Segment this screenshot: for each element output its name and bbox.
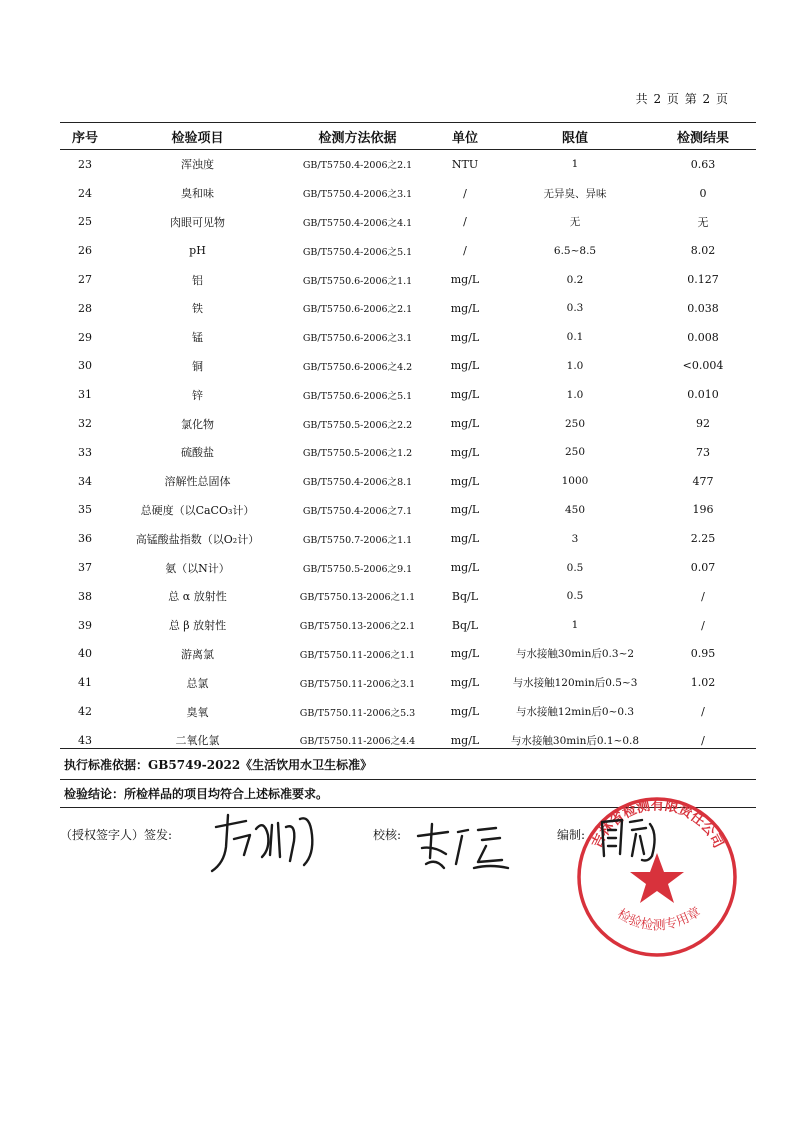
reviewer-signature (412, 818, 512, 876)
row-method: GB/T5750.11-2006之4.4 (299, 736, 416, 748)
row-index: 34 (78, 474, 92, 488)
row-unit: Bq/L (451, 618, 479, 632)
row-limit: 0.2 (566, 273, 584, 286)
row-limit: 与水接触30min后0.1~0.8 (510, 734, 640, 747)
row-unit: mg/L (450, 445, 480, 459)
issuer-label: （授权签字人）签发: (60, 828, 173, 842)
row-method: GB/T5750.5-2006之2.2 (302, 419, 413, 431)
row-limit: 1 (571, 158, 579, 171)
row-item: 铜 (192, 359, 203, 373)
row-index: 27 (78, 273, 92, 287)
row-index: 42 (78, 705, 92, 719)
svg-text:吉林省检测有限责任公司: 吉林省检测有限责任公司 (588, 797, 727, 851)
issuer-signature (206, 805, 326, 877)
row-index: 32 (78, 417, 92, 431)
table-row (60, 496, 756, 525)
row-method: GB/T5750.4-2006之2.1 (302, 160, 413, 172)
row-unit: mg/L (450, 733, 480, 747)
table-row (60, 611, 756, 640)
row-limit: 与水接触30min后0.3~2 (515, 648, 635, 661)
table-row (60, 582, 756, 611)
row-unit: / (463, 186, 467, 200)
row-result: 0.07 (690, 561, 716, 575)
row-item: 高锰酸盐指数（以O₂计） (135, 532, 260, 546)
row-item: pH (189, 244, 206, 258)
table-row (60, 467, 756, 496)
row-result: <0.004 (682, 359, 724, 373)
row-result: 1.02 (690, 676, 716, 690)
table-row (60, 438, 756, 467)
row-method: GB/T5750.11-2006之5.3 (299, 707, 416, 719)
row-method: GB/T5750.6-2006之5.1 (302, 390, 413, 402)
row-method: GB/T5750.5-2006之1.2 (302, 448, 413, 460)
row-item: 锰 (192, 331, 203, 345)
row-index: 37 (78, 561, 92, 575)
row-unit: mg/L (450, 417, 480, 431)
table-row (60, 150, 756, 179)
editor-signature (596, 812, 666, 864)
table-row (60, 697, 756, 726)
conclusion-text: 检验结论：所检样品的项目均符合上述标准要求。 (64, 786, 329, 801)
table-row (60, 208, 756, 237)
row-item: 硫酸盐 (181, 446, 214, 460)
row-limit: 0.1 (566, 331, 584, 344)
row-unit: NTU (451, 157, 479, 171)
row-unit: mg/L (450, 388, 480, 402)
row-result: 0.008 (687, 330, 719, 344)
row-result: 0.010 (687, 388, 719, 402)
row-limit: 3 (571, 532, 579, 545)
row-index: 23 (78, 157, 92, 171)
row-unit: mg/L (450, 503, 480, 517)
row-result: 2.25 (690, 532, 716, 546)
row-limit: 与水接触12min后0~0.3 (515, 706, 635, 719)
row-method: GB/T5750.13-2006之2.1 (299, 621, 416, 633)
row-index: 39 (78, 618, 92, 632)
row-method: GB/T5750.4-2006之7.1 (302, 505, 413, 517)
page-indicator: 共 2 页 第 2 页 (635, 92, 729, 106)
row-index: 31 (78, 388, 92, 402)
row-result: 8.02 (690, 244, 716, 258)
row-unit: mg/L (450, 301, 480, 315)
row-method: GB/T5750.7-2006之1.1 (302, 534, 413, 546)
row-limit: 1000 (561, 475, 589, 488)
row-result: 0.63 (690, 157, 716, 171)
table-row (60, 380, 756, 409)
table-row (60, 640, 756, 669)
row-result: 无 (697, 215, 709, 229)
row-limit: 0.5 (566, 561, 584, 574)
row-result: 0.038 (687, 301, 719, 315)
standard-basis-text: 执行标准依据：GB5749-2022《生活饮用水卫生标准》 (64, 757, 373, 772)
row-result: / (701, 589, 705, 603)
row-index: 40 (78, 647, 92, 661)
row-index: 38 (78, 589, 92, 603)
table-row (60, 323, 756, 352)
row-result: 0.95 (690, 647, 716, 661)
row-limit: 0.5 (566, 590, 584, 603)
row-result: 92 (696, 417, 710, 431)
svg-text:检验检测专用章: 检验检测专用章 (614, 904, 704, 934)
row-unit: mg/L (450, 474, 480, 488)
table-header (60, 123, 756, 150)
row-method: GB/T5750.4-2006之3.1 (302, 189, 413, 201)
row-unit: mg/L (450, 359, 480, 373)
row-limit: 1.0 (566, 388, 584, 401)
row-method: GB/T5750.5-2006之9.1 (302, 563, 413, 575)
row-unit: Bq/L (451, 589, 479, 603)
row-index: 26 (78, 244, 92, 258)
row-index: 33 (78, 445, 92, 459)
row-limit: 无 (569, 216, 581, 229)
row-index: 25 (78, 215, 92, 229)
row-item: 臭和味 (181, 187, 214, 201)
table-body (60, 150, 756, 755)
table-row (60, 409, 756, 438)
standard-basis (60, 748, 756, 780)
row-unit: mg/L (450, 647, 480, 661)
results-table (60, 122, 756, 755)
row-method: GB/T5750.4-2006之4.1 (302, 217, 413, 229)
row-index: 24 (78, 186, 92, 200)
row-method: GB/T5750.6-2006之1.1 (302, 275, 413, 287)
header-method: 检测方法依据 (318, 130, 397, 146)
table-row (60, 668, 756, 697)
row-method: GB/T5750.4-2006之5.1 (302, 246, 413, 258)
row-result: / (701, 733, 705, 747)
row-item: 铁 (192, 302, 203, 316)
row-item: 氨（以N计） (165, 561, 230, 575)
row-unit: mg/L (450, 561, 480, 575)
row-limit: 1.0 (566, 359, 584, 372)
row-limit: 与水接触120min后0.5~3 (512, 677, 638, 690)
row-index: 29 (78, 330, 92, 344)
table-row (60, 553, 756, 582)
row-unit: mg/L (450, 676, 480, 690)
row-limit: 250 (564, 417, 586, 430)
row-result: 0.127 (687, 273, 719, 287)
row-item: 二氧化氯 (175, 734, 220, 748)
row-index: 41 (78, 676, 92, 690)
row-item: 氯化物 (181, 417, 214, 431)
row-method: GB/T5750.11-2006之3.1 (299, 678, 416, 690)
row-unit: / (463, 244, 467, 258)
row-index: 28 (78, 301, 92, 315)
table-row (60, 352, 756, 381)
row-method: GB/T5750.13-2006之1.1 (299, 592, 416, 604)
row-result: / (701, 618, 705, 632)
row-item: 总 α 放射性 (168, 590, 227, 604)
row-item: 总氯 (186, 676, 209, 690)
row-index: 43 (78, 733, 92, 747)
row-limit: 250 (564, 446, 586, 459)
row-unit: mg/L (450, 705, 480, 719)
row-index: 35 (78, 503, 92, 517)
row-unit: / (463, 215, 467, 229)
header-unit: 单位 (451, 130, 478, 146)
row-method: GB/T5750.6-2006之4.2 (302, 361, 413, 373)
row-unit: mg/L (450, 330, 480, 344)
row-method: GB/T5750.4-2006之8.1 (302, 477, 413, 489)
row-item: 总 β 放射性 (168, 619, 227, 633)
reviewer-label: 校核: (373, 828, 402, 842)
row-item: 溶解性总固体 (164, 475, 231, 489)
table-row (60, 236, 756, 265)
row-limit: 无异臭、异味 (543, 187, 607, 200)
header-limit: 限值 (561, 130, 588, 146)
table-row (60, 524, 756, 553)
row-result: 0 (699, 186, 707, 200)
row-method: GB/T5750.6-2006之3.1 (302, 333, 413, 345)
row-item: 臭氧 (186, 705, 209, 719)
row-limit: 0.3 (566, 302, 584, 315)
row-index: 36 (78, 532, 92, 546)
header-item: 检验项目 (171, 130, 224, 146)
row-index: 30 (78, 359, 92, 373)
table-row (60, 179, 756, 208)
row-item: 铝 (192, 273, 203, 287)
header-index: 序号 (71, 130, 98, 146)
row-item: 浑浊度 (181, 158, 214, 172)
row-item: 总硬度（以CaCO₃计） (140, 503, 255, 517)
row-item: 游离氯 (181, 647, 214, 661)
row-result: 73 (696, 445, 710, 459)
editor-label: 编制: (557, 828, 586, 842)
row-limit: 1 (571, 619, 579, 632)
row-result: / (701, 705, 705, 719)
row-result: 477 (692, 474, 714, 488)
row-limit: 6.5~8.5 (553, 244, 597, 257)
table-row (60, 265, 756, 294)
row-unit: mg/L (450, 532, 480, 546)
row-method: GB/T5750.11-2006之1.1 (299, 649, 416, 661)
row-result: 196 (692, 503, 714, 517)
row-method: GB/T5750.6-2006之2.1 (302, 304, 413, 316)
header-result: 检测结果 (676, 130, 729, 146)
row-item: 肉眼可见物 (170, 215, 225, 229)
row-limit: 450 (564, 503, 586, 516)
table-row (60, 294, 756, 323)
row-item: 锌 (192, 388, 203, 402)
row-unit: mg/L (450, 273, 480, 287)
